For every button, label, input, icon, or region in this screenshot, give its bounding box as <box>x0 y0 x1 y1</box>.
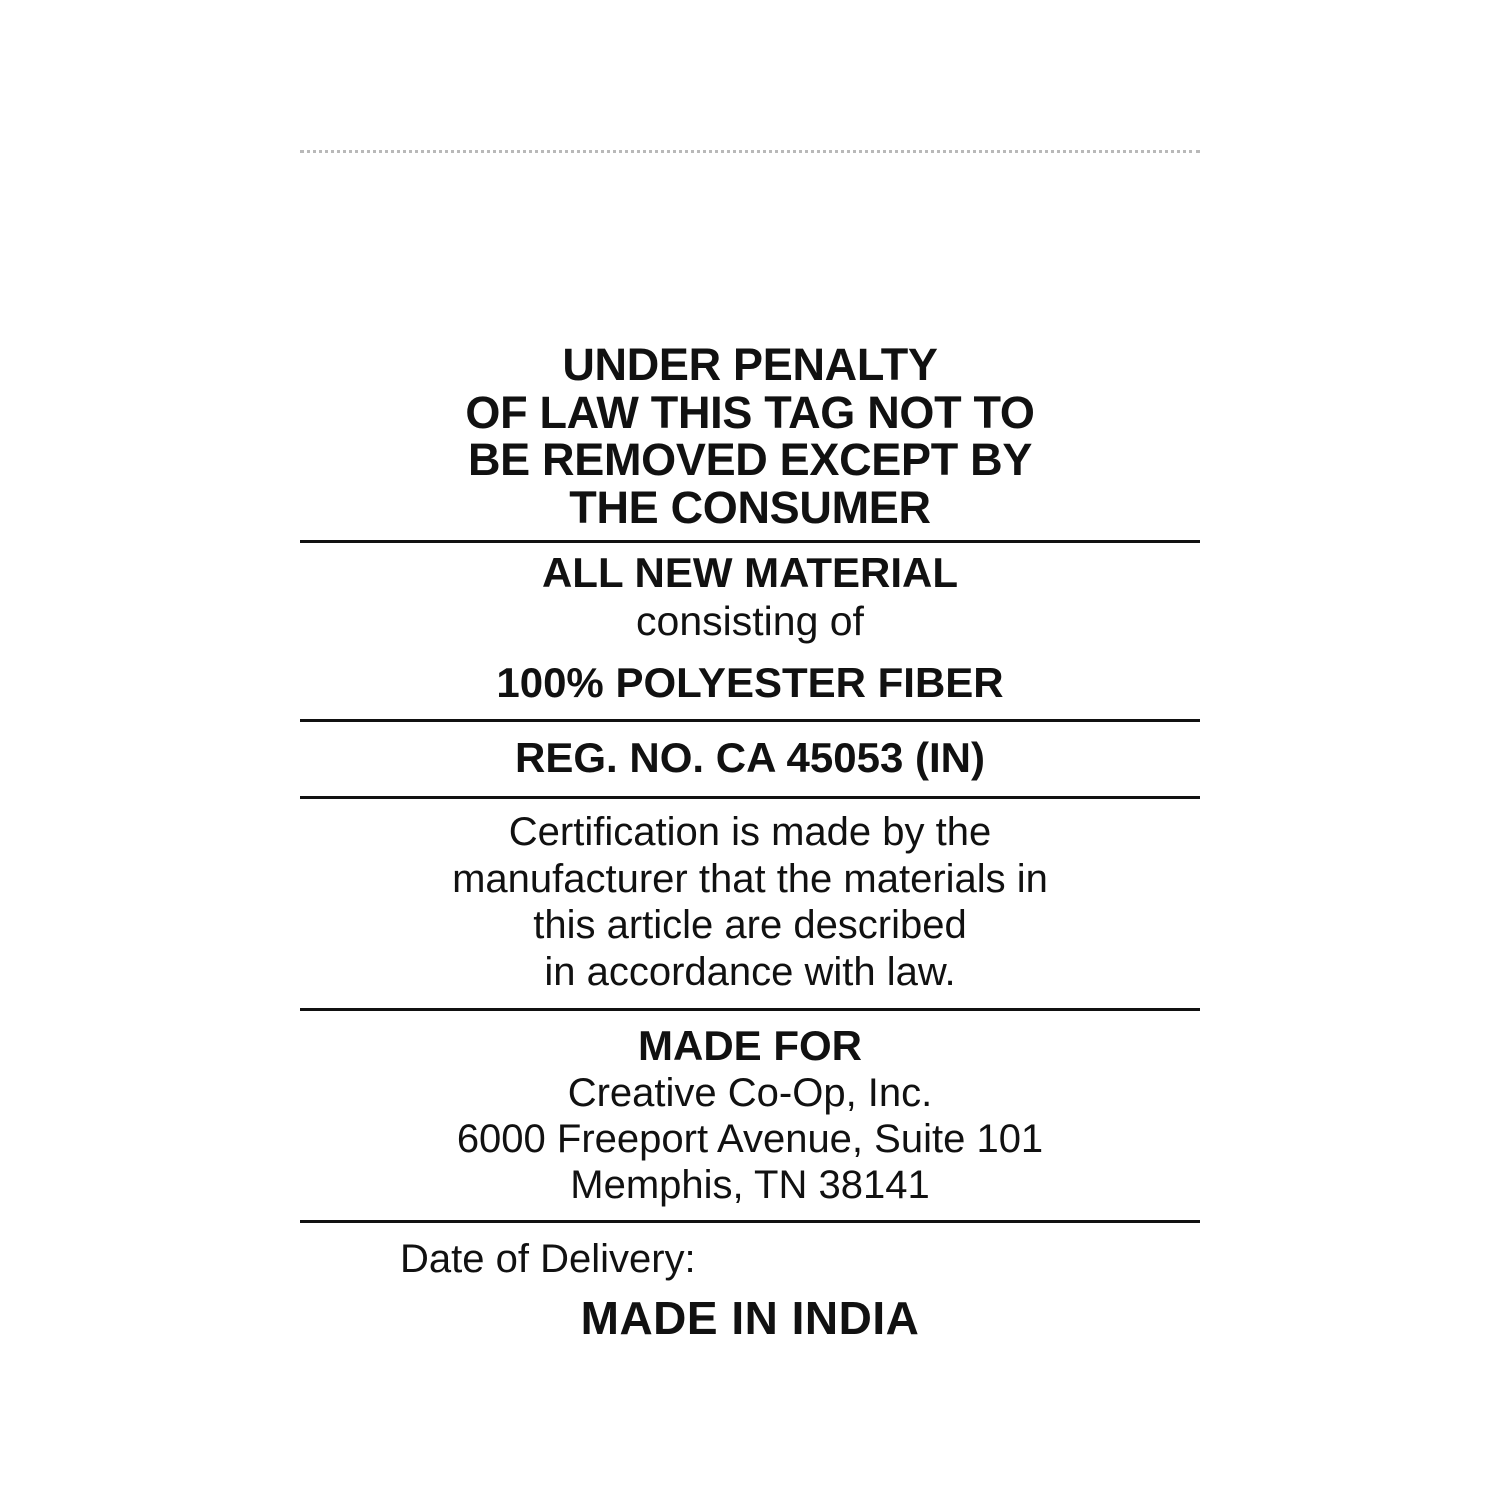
label-body <box>300 335 1200 1345</box>
penalty-notice-line: OF LAW THIS TAG NOT TO <box>465 386 1035 438</box>
material-consisting-of: consisting of <box>636 598 864 645</box>
material-fiber-content: 100% POLYESTER FIBER <box>496 659 1004 707</box>
company-street: 6000 Freeport Avenue, Suite 101 <box>456 1117 1044 1161</box>
made-for-heading: MADE FOR <box>638 1022 862 1070</box>
penalty-notice-line: UNDER PENALTY <box>562 339 938 390</box>
company-city-state-zip: Memphis, TN 38141 <box>570 1162 930 1207</box>
certification-line: manufacturer that the materials in <box>452 856 1048 901</box>
company-name: Creative Co-Op, Inc. <box>567 1071 933 1116</box>
material-section <box>300 543 1200 719</box>
material-heading: ALL NEW MATERIAL <box>541 548 959 596</box>
certification-line: in accordance with law. <box>544 950 956 995</box>
delivery-section <box>300 1223 1200 1345</box>
penalty-notice-line: THE CONSUMER <box>569 482 931 534</box>
country-of-origin: MADE IN INDIA <box>580 1292 920 1345</box>
certification-line: Certification is made by the <box>508 809 992 854</box>
penalty-notice-section <box>300 335 1200 540</box>
penalty-notice-line: BE REMOVED EXCEPT BY <box>467 434 1033 486</box>
registration-number: REG. NO. CA 45053 (IN) <box>515 733 985 781</box>
made-for-section <box>300 1011 1200 1220</box>
certification-line: this article are described <box>533 903 967 948</box>
certification-section <box>300 799 1200 1008</box>
perforation-tear-line <box>300 150 1200 157</box>
date-of-delivery-label: Date of Delivery: <box>400 1237 696 1282</box>
